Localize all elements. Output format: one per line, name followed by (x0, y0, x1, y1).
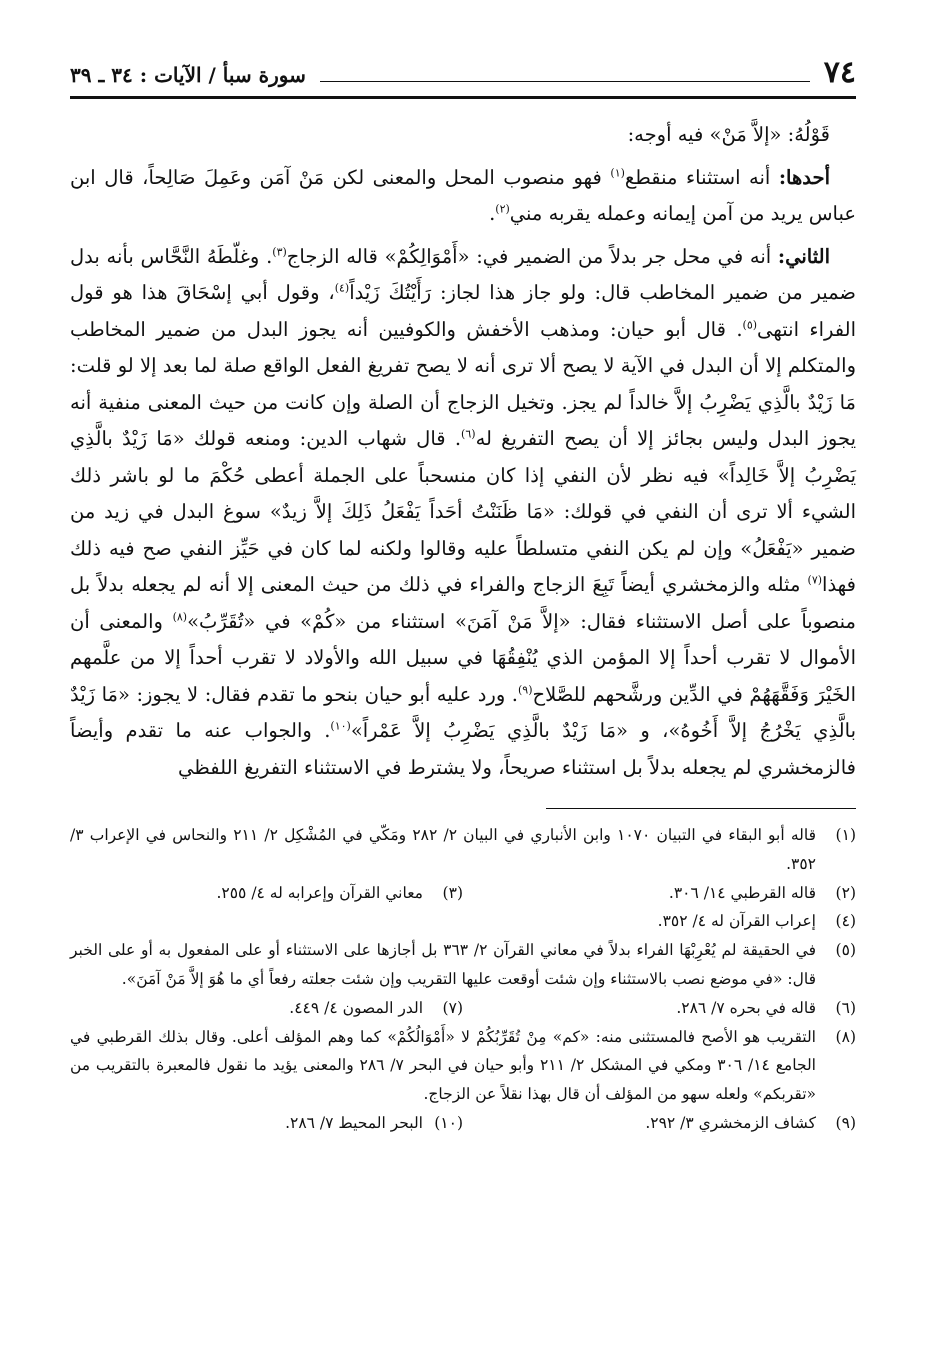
text: . (489, 202, 496, 225)
footnote-3 (70, 879, 463, 908)
footnote-number: (١) (835, 826, 856, 844)
footnote-number: (١٠) (434, 1113, 463, 1132)
footnote-7 (70, 994, 463, 1023)
footnote-ref: (٤) (334, 281, 350, 295)
text: فهو منصوب المحل والمعنى لكن مَنْ آمَن وعَمِلَ صَالِحاً، قال ابن عباس يريد من آمن إيمانه وعمله يقربه مني (70, 165, 856, 225)
footnote-number: (٣) (442, 883, 463, 902)
text: قَوْلُهُ: «إلاَّ مَنْ» فيه أوجه: (627, 123, 830, 146)
footnote-ref: (١٠) (330, 719, 351, 733)
text: . قال أبو حيان: ومذهب الأخفش والكوفيين أنه يجوز البدل من ضمير المخاطب والمتكلم إلا أن البدل في الآية لا يصح ألا ترى أنه لا يصح تفريغ الفعل الواقع صلة لما بعد إلا لو قلت: مَا زَيْدٌ بالَّذِي يَضْرِبُ إلاَّ خالداً لم يجز. وتخيل الزجاج أن الصلة وإن كانت من حيث المعنى منفية أنه يجوز البدل وليس بجائز إلا أن يصح التفريغ له (70, 317, 856, 450)
text: . والجواب عنه ما تقدم وأيضاً فالزمخشري لم يجعله بدلاً بل استثناء صريحاً، ولا يشترط في الاستثناء التفريغ اللفظي (70, 719, 856, 779)
footnote-text: التقريب هو الأصح فالمستثنى منه: «كم» مِنْ تُقَرِّبُكُمْ لا «أَمْوَالُكُمْ» كما وهم المؤلف أعلى. وقال بذلك القرطبي في الجامع ١٤/ ٣٠٦ ومكي في المشكل ٢/ ٢١١ وأبو حيان في البحر ٧/ ٢٨٦ والمعنى يؤيد ما نقول فالمعبرة بالتقريب من «تقربكم» ولعله سهو من المؤلف أن قال بهذا نقلاً عن الزجاج. (70, 1027, 816, 1104)
text: مثله والزمخشري أيضاً تَبِعَ الزجاج والفراء في ذلك من حيث المعنى إلا أنه لم يجعله بدلاً بل منصوباً على أصل الاستثناء فقال: «إلاَّ مَنْ آمَنَ» استثناء من «كُمْ» في «تُقَرِّبُ» (70, 573, 856, 633)
text: والمعنى أن الأموال لا تقرب أحداً إلا المؤمن الذي يُنْفِقُهَا في سبيل الله والأولاد لا تقرب أحداً إلا من علَّمهم الخَيْرَ وَفَقَّهَهُمْ في الدِّين ورشَّحهم للصَّلاح (70, 609, 856, 706)
footnote-number: (٦) (835, 998, 856, 1017)
text: . ورد عليه أبو حيان بنحو ما تقدم فقال: لا يجوز: «مَا زَيْدٌ بالَّذِي يَخْرُجُ إلاَّ أَخُوهُ»، و «مَا زَيْدٌ بالَّذِي يَضْرِبُ إلاَّ عَمْراً» (70, 682, 856, 742)
footnote-ref: (٢) (495, 202, 510, 216)
header-divider (320, 81, 810, 82)
text: . وغلّطَهُ النَّحَّاس بأنه بدل ضمير من ضمير المخاطب قال: ولو جاز هذا لجاز: رَأَيْتُكَ زَيْداً (70, 244, 856, 304)
footnotes (70, 821, 856, 1138)
footnote-ref: (٧) (807, 573, 823, 587)
footnote-10 (70, 1109, 463, 1138)
footnote-number: (٩) (835, 1113, 856, 1132)
footnote-text: قاله في بحره ٧/ ٢٨٦. (676, 998, 816, 1017)
footnote-ref: (٨) (172, 610, 188, 623)
footnote-6 (463, 994, 856, 1023)
footnote-row-2-3 (70, 879, 856, 908)
footnote-number: (٧) (442, 998, 463, 1017)
footnote-text: كشاف الزمخشري ٣/ ٢٩٢. (645, 1113, 816, 1132)
paragraph-1 (70, 117, 856, 154)
paragraph-2 (70, 160, 856, 233)
footnote-1 (70, 821, 856, 879)
footnote-text: إعراب القرآن له ٤/ ٣٥٢. (657, 912, 816, 931)
footnote-ref: (٥) (742, 318, 758, 331)
footnote-ref: (٦) (461, 427, 476, 441)
page-header (70, 50, 856, 90)
footnote-text: البحر المحيط ٧/ ٢٨٦. (285, 1113, 423, 1132)
text: أنه استثناء منقطع (624, 165, 779, 189)
section-label: الثاني: (777, 244, 830, 268)
footnote-text: معاني القرآن وإعرابه له ٤/ ٢٥٥. (216, 883, 423, 902)
footnote-9 (463, 1109, 856, 1138)
footnote-ref: (٩) (518, 683, 533, 696)
footnote-5 (70, 936, 856, 994)
page-number: ٧٤ (823, 55, 856, 90)
footnote-row-6-7 (70, 994, 856, 1023)
footnote-text: قاله أبو البقاء في التبيان ١٠٧٠ وابن الأنباري في البيان ٢/ ٢٨٢ ومَكّي في المُشْكِل ٢/ ٢١١ والنحاس في الإعراب ٣/ ٣٥٢. (70, 826, 816, 873)
main-text (70, 117, 856, 786)
footnote-ref: (٣) (272, 245, 287, 258)
text: أنه في محل جر بدلاً من الضمير في: «أَمْوَالِكُمْ» قاله الزجاج (286, 244, 778, 268)
footnote-number: (٢) (835, 883, 856, 902)
paragraph-3 (70, 239, 856, 787)
running-title: سورة سبأ / الآيات : ٣٤ ـ ٣٩ (70, 63, 306, 87)
footnote-text: قاله القرطبي ١٤/ ٣٠٦. (668, 883, 816, 902)
footnote-row-9-10 (70, 1109, 856, 1138)
text: ، وقول أبي إسْحَاقَ هذا هو قول الفراء انتهى (70, 281, 856, 341)
footnote-ref: (١) (610, 166, 625, 179)
footnote-text: في الحقيقة لم يُعْرِبْهَا الفراء بدلاً في معاني القرآن ٢/ ٣٦٣ بل أجازها على الاستثناء أو على المفعول به أو على الخبر قال: «في موضع نصب بالاستثناء وإن شئت أوقعت عليها التقريب وإن شئت جعلته رفعاً أي ما هُوَ إلاَّ مَنْ آمَنَ». (70, 941, 816, 988)
footnote-8 (70, 1023, 856, 1109)
footnote-text: الدر المصون ٤/ ٤٤٩. (289, 998, 423, 1017)
header-rule (70, 96, 856, 99)
footnote-number: (٥) (835, 941, 856, 960)
footnote-2 (463, 879, 856, 908)
footnote-separator (546, 808, 856, 809)
footnote-number: (٨) (835, 1027, 856, 1046)
section-label: أحدها: (778, 165, 830, 189)
text: . قال شهاب الدين: ومنعه قولك «مَا زَيْدٌ بالَّذِي يَضْرِبُ إلاَّ خَالِداً» فيه نظر لأن النفي إذا كان منسحباً على الجملة أعطى حُكْمَ ما لو باشر ذلك الشيء ألا ترى أن النفي في قولك: «مَا ظَنَنْتُ أحَداً يَفْعَلُ ذَلِكَ إلاَّ زيدٌ» سوغ البدل في زيد من ضمير «يَفْعَلُ» وإن لم يكن النفي متسلطاً عليه وقالوا ولكنه لما كان في حَيِّز النفي صح فيه ذلك فهذا (70, 427, 856, 596)
footnote-number: (٤) (835, 912, 856, 931)
footnote-4 (70, 907, 856, 936)
